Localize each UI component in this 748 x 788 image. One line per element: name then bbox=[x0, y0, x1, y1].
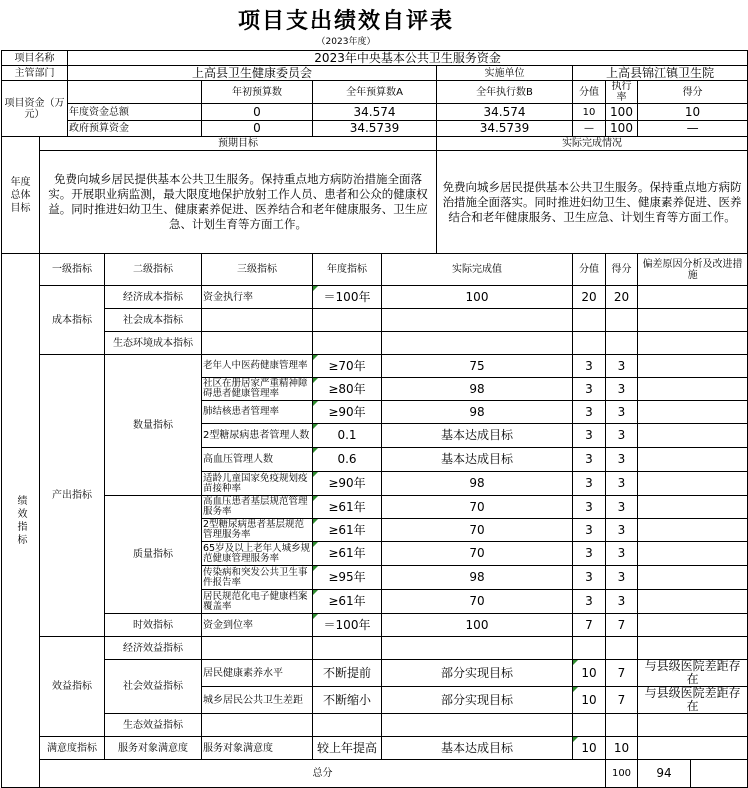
benefit-social-weight: 10 bbox=[573, 660, 606, 687]
funds-initial: 0 bbox=[202, 121, 313, 137]
quality-weight: 3 bbox=[573, 542, 606, 566]
quantity-l3: 适龄儿童国家免疫规划疫苗接种率 bbox=[202, 472, 313, 496]
table-row bbox=[2, 714, 748, 737]
goals-label: 年度总体目标 bbox=[2, 137, 40, 254]
quantity-score: 3 bbox=[606, 401, 638, 424]
quality-l3: 65岁及以上老年人城乡规范健康管理服务率 bbox=[202, 542, 313, 566]
quantity-score: 3 bbox=[606, 378, 638, 401]
funds-initial: 0 bbox=[202, 104, 313, 121]
table-row bbox=[2, 614, 748, 637]
indicators-section-label: 绩效指标 bbox=[2, 254, 40, 788]
cost-economic-actual: 100 bbox=[382, 286, 573, 309]
benefit-social-score: 7 bbox=[606, 660, 638, 687]
header-weight: 分值 bbox=[573, 254, 606, 286]
header-reason: 偏差原因分析及改进措施 bbox=[638, 254, 748, 286]
quantity-score: 3 bbox=[606, 424, 638, 448]
benefit-l1: 效益指标 bbox=[40, 637, 105, 737]
quantity-target: ≥80年 bbox=[313, 378, 382, 401]
year-note: （2023年度） bbox=[316, 37, 376, 47]
quality-target: ≥61年 bbox=[313, 590, 382, 614]
col-full-budget: 全年预算数A bbox=[313, 81, 437, 104]
timeliness-target: ＝100年 bbox=[313, 614, 382, 637]
quantity-actual: 98 bbox=[382, 472, 573, 496]
funds-row-name: 政府预算资金 bbox=[68, 121, 202, 137]
goals-row bbox=[2, 151, 748, 254]
quantity-weight: 3 bbox=[573, 355, 606, 378]
header-target: 年度指标 bbox=[313, 254, 382, 286]
evaluation-table bbox=[1, 50, 748, 788]
quantity-actual: 基本达成目标 bbox=[382, 448, 573, 472]
benefit-social-actual: 部分实现目标 bbox=[382, 660, 573, 687]
quantity-l3: 社区在册居家严重精神障碍患者健康管理率 bbox=[202, 378, 313, 401]
total-label: 总分 bbox=[40, 760, 606, 788]
actual-goal-label: 实际完成情况 bbox=[437, 137, 748, 151]
cost-economic-l2: 经济成本指标 bbox=[105, 286, 202, 309]
project-name-row bbox=[2, 51, 748, 66]
funds-executed: 34.574 bbox=[437, 104, 573, 121]
benefit-social-l2: 社会效益指标 bbox=[105, 660, 202, 714]
goals-header-row bbox=[2, 137, 748, 151]
table-row bbox=[2, 737, 748, 760]
timeliness-actual: 100 bbox=[382, 614, 573, 637]
page-title: 项目支出绩效自评表 bbox=[237, 8, 454, 34]
funds-label: 项目资金（万元） bbox=[2, 81, 68, 137]
header-actual: 实际完成值 bbox=[382, 254, 573, 286]
col-initial: 年初预算数 bbox=[202, 81, 313, 104]
quantity-target: ≥90年 bbox=[313, 401, 382, 424]
quality-target: ≥95年 bbox=[313, 566, 382, 590]
col-executed: 全年执行数B bbox=[437, 81, 573, 104]
total-score: 94 bbox=[638, 760, 691, 788]
table-row bbox=[2, 637, 748, 660]
expected-goal-label: 预期目标 bbox=[40, 137, 437, 151]
quality-score: 3 bbox=[606, 519, 638, 542]
quantity-weight: 3 bbox=[573, 378, 606, 401]
quantity-score: 3 bbox=[606, 355, 638, 378]
quantity-actual: 98 bbox=[382, 378, 573, 401]
quality-score: 3 bbox=[606, 590, 638, 614]
timeliness-l3: 资金到位率 bbox=[202, 614, 313, 637]
benefit-social-target: 不断缩小 bbox=[313, 687, 382, 714]
satisfaction-weight: 10 bbox=[573, 737, 606, 760]
quality-actual: 70 bbox=[382, 542, 573, 566]
funds-full: 34.5739 bbox=[313, 121, 437, 137]
benefit-social-reason: 与县级医院差距存在 bbox=[638, 660, 748, 687]
quantity-l3: 肺结核患者管理率 bbox=[202, 401, 313, 424]
benefit-eco-l2: 生态效益指标 bbox=[105, 714, 202, 737]
header-l1: 一级指标 bbox=[40, 254, 105, 286]
cost-economic-score: 20 bbox=[606, 286, 638, 309]
benefit-social-target: 不断提前 bbox=[313, 660, 382, 687]
funds-row-name: 年度资金总额 bbox=[68, 104, 202, 121]
quality-actual: 70 bbox=[382, 519, 573, 542]
impl-value: 上高县锦江镇卫生院 bbox=[573, 66, 748, 81]
header-l2: 二级指标 bbox=[105, 254, 202, 286]
quantity-target: ≥70年 bbox=[313, 355, 382, 378]
impl-label: 实施单位 bbox=[437, 66, 573, 81]
benefit-social-l3: 居民健康素养水平 bbox=[202, 660, 313, 687]
quantity-target: 0.1 bbox=[313, 424, 382, 448]
total-row bbox=[2, 760, 748, 788]
quality-actual: 70 bbox=[382, 590, 573, 614]
timeliness-l2: 时效指标 bbox=[105, 614, 202, 637]
funds-row bbox=[2, 104, 748, 121]
quality-score: 3 bbox=[606, 542, 638, 566]
table-row bbox=[2, 286, 748, 309]
table-row bbox=[2, 660, 748, 687]
funds-full: 34.574 bbox=[313, 104, 437, 121]
quality-weight: 3 bbox=[573, 519, 606, 542]
col-exec-rate: 执行率 bbox=[606, 81, 638, 104]
expected-goal: 免费向城乡居民提供基本公共卫生服务。保持重点地方病防治措施全面落实。开展职业病监测，最大限度地保护放射工作人员、患者和公众的健康权益。同时推进妇幼卫生、健康素养促进、医养结合和老年健康服务、卫生应急、计划生育等方面工作。 bbox=[40, 151, 437, 254]
quantity-l3: 老年人中医药健康管理率 bbox=[202, 355, 313, 378]
cost-eco-l2: 生态环境成本指标 bbox=[105, 332, 202, 355]
funds-rate: 100 bbox=[606, 121, 638, 137]
cost-economic-weight: 20 bbox=[573, 286, 606, 309]
quantity-score: 3 bbox=[606, 448, 638, 472]
dept-row bbox=[2, 66, 748, 81]
table-row bbox=[2, 332, 748, 355]
quality-score: 3 bbox=[606, 496, 638, 519]
cost-economic-target: ＝100年 bbox=[313, 286, 382, 309]
funds-row bbox=[2, 121, 748, 137]
indicator-header-row bbox=[2, 254, 748, 286]
col-weight: 分值 bbox=[573, 81, 606, 104]
quality-l3: 2型糖尿病患者基层规范管理服务率 bbox=[202, 519, 313, 542]
output-l1: 产出指标 bbox=[40, 355, 105, 637]
col-score: 得分 bbox=[638, 81, 748, 104]
dept-value: 上高县卫生健康委员会 bbox=[68, 66, 437, 81]
quality-weight: 3 bbox=[573, 590, 606, 614]
quantity-target: ≥90年 bbox=[313, 472, 382, 496]
header-l3: 三级指标 bbox=[202, 254, 313, 286]
quantity-actual: 98 bbox=[382, 401, 573, 424]
funds-score: 10 bbox=[638, 104, 748, 121]
cost-social-l2: 社会成本指标 bbox=[105, 309, 202, 332]
quantity-weight: 3 bbox=[573, 424, 606, 448]
table-row bbox=[2, 309, 748, 332]
quality-l3: 传染病和突发公共卫生事件报告率 bbox=[202, 566, 313, 590]
satisfaction-score: 10 bbox=[606, 737, 638, 760]
dept-label: 主管部门 bbox=[2, 66, 68, 81]
cost-economic-l3: 资金执行率 bbox=[202, 286, 313, 309]
benefit-social-score: 7 bbox=[606, 687, 638, 714]
quantity-weight: 3 bbox=[573, 448, 606, 472]
satisfaction-actual: 基本达成目标 bbox=[382, 737, 573, 760]
quality-target: ≥61年 bbox=[313, 542, 382, 566]
quality-l3: 高血压患者基层规范管理服务率 bbox=[202, 496, 313, 519]
quantity-l2: 数量指标 bbox=[105, 355, 202, 496]
satisfaction-target: 较上年提高 bbox=[313, 737, 382, 760]
quantity-weight: 3 bbox=[573, 472, 606, 496]
quality-l3: 居民规范化电子健康档案覆盖率 bbox=[202, 590, 313, 614]
quality-target: ≥61年 bbox=[313, 496, 382, 519]
funds-weight: 10 bbox=[573, 104, 606, 121]
quantity-l3: 2型糖尿病患者管理人数 bbox=[202, 424, 313, 448]
project-name-label: 项目名称 bbox=[2, 51, 68, 66]
quantity-target: 0.6 bbox=[313, 448, 382, 472]
benefit-economic-l2: 经济效益指标 bbox=[105, 637, 202, 660]
funds-score: — bbox=[638, 121, 748, 137]
funds-weight: — bbox=[573, 121, 606, 137]
total-weight: 100 bbox=[606, 760, 638, 788]
cost-l1: 成本指标 bbox=[40, 286, 105, 355]
quality-weight: 3 bbox=[573, 566, 606, 590]
funds-header-row bbox=[2, 81, 748, 104]
quality-actual: 70 bbox=[382, 496, 573, 519]
project-name: 2023年中央基本公共卫生服务资金 bbox=[68, 51, 748, 66]
quantity-actual: 75 bbox=[382, 355, 573, 378]
header-score: 得分 bbox=[606, 254, 638, 286]
satisfaction-l1: 满意度指标 bbox=[40, 737, 105, 760]
benefit-social-reason: 与县级医院差距存在 bbox=[638, 687, 748, 714]
satisfaction-l2: 服务对象满意度 bbox=[105, 737, 202, 760]
benefit-social-actual: 部分实现目标 bbox=[382, 687, 573, 714]
satisfaction-l3: 服务对象满意度 bbox=[202, 737, 313, 760]
timeliness-score: 7 bbox=[606, 614, 638, 637]
quality-actual: 98 bbox=[382, 566, 573, 590]
actual-goal: 免费向城乡居民提供基本公共卫生服务。保持重点地方病防治措施全面落实。同时推进妇幼卫生、健康素养促进、医养结合和老年健康服务、卫生应急、计划生育等方面工作。 bbox=[437, 151, 748, 254]
benefit-social-weight: 10 bbox=[573, 687, 606, 714]
table-row bbox=[2, 496, 748, 519]
quality-l2: 质量指标 bbox=[105, 496, 202, 614]
funds-rate: 100 bbox=[606, 104, 638, 121]
quantity-score: 3 bbox=[606, 472, 638, 496]
quantity-l3: 高血压管理人数 bbox=[202, 448, 313, 472]
quantity-weight: 3 bbox=[573, 401, 606, 424]
funds-executed: 34.5739 bbox=[437, 121, 573, 137]
table-row bbox=[2, 355, 748, 378]
quality-target: ≥61年 bbox=[313, 519, 382, 542]
timeliness-weight: 7 bbox=[573, 614, 606, 637]
quantity-actual: 基本达成目标 bbox=[382, 424, 573, 448]
quality-score: 3 bbox=[606, 566, 638, 590]
benefit-social-l3: 城乡居民公共卫生差距 bbox=[202, 687, 313, 714]
quality-weight: 3 bbox=[573, 496, 606, 519]
